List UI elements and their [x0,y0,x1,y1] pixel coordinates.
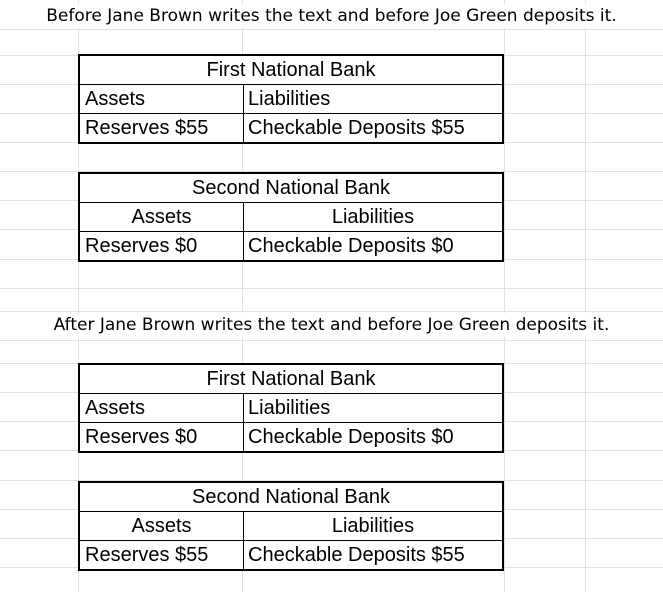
liabilities-header: Liabilities [331,515,415,537]
before-second-national-bank-table [78,172,504,262]
before-first-national-bank-table [78,54,504,144]
assets-value: Reserves $0 [80,232,244,260]
liabilities-value: Checkable Deposits $0 [248,426,454,448]
after-first-national-bank-table [78,363,504,453]
assets-header: Assets [80,85,244,113]
assets-value: Reserves $0 [80,423,244,451]
bank-name: Second National Bank [192,486,390,508]
bank-name: First National Bank [206,368,376,390]
assets-value: Reserves $55 [80,541,244,569]
caption-after: After Jane Brown writes the text and before Joe Green deposits it. [0,313,663,337]
liabilities-header: Liabilities [248,397,331,419]
bank-name: Second National Bank [192,177,390,199]
liabilities-header: Liabilities [331,206,415,228]
liabilities-value: Checkable Deposits $0 [248,235,454,257]
assets-header: Assets [80,394,244,422]
liabilities-value: Checkable Deposits $55 [248,544,465,566]
liabilities-header: Liabilities [248,88,331,110]
assets-header: Assets [80,203,244,231]
bank-name: First National Bank [206,59,376,81]
liabilities-value: Checkable Deposits $55 [248,117,465,139]
caption-before: Before Jane Brown writes the text and before Joe Green deposits it. [0,4,663,28]
after-second-national-bank-table [78,481,504,571]
assets-header: Assets [80,512,244,540]
assets-value: Reserves $55 [80,114,244,142]
